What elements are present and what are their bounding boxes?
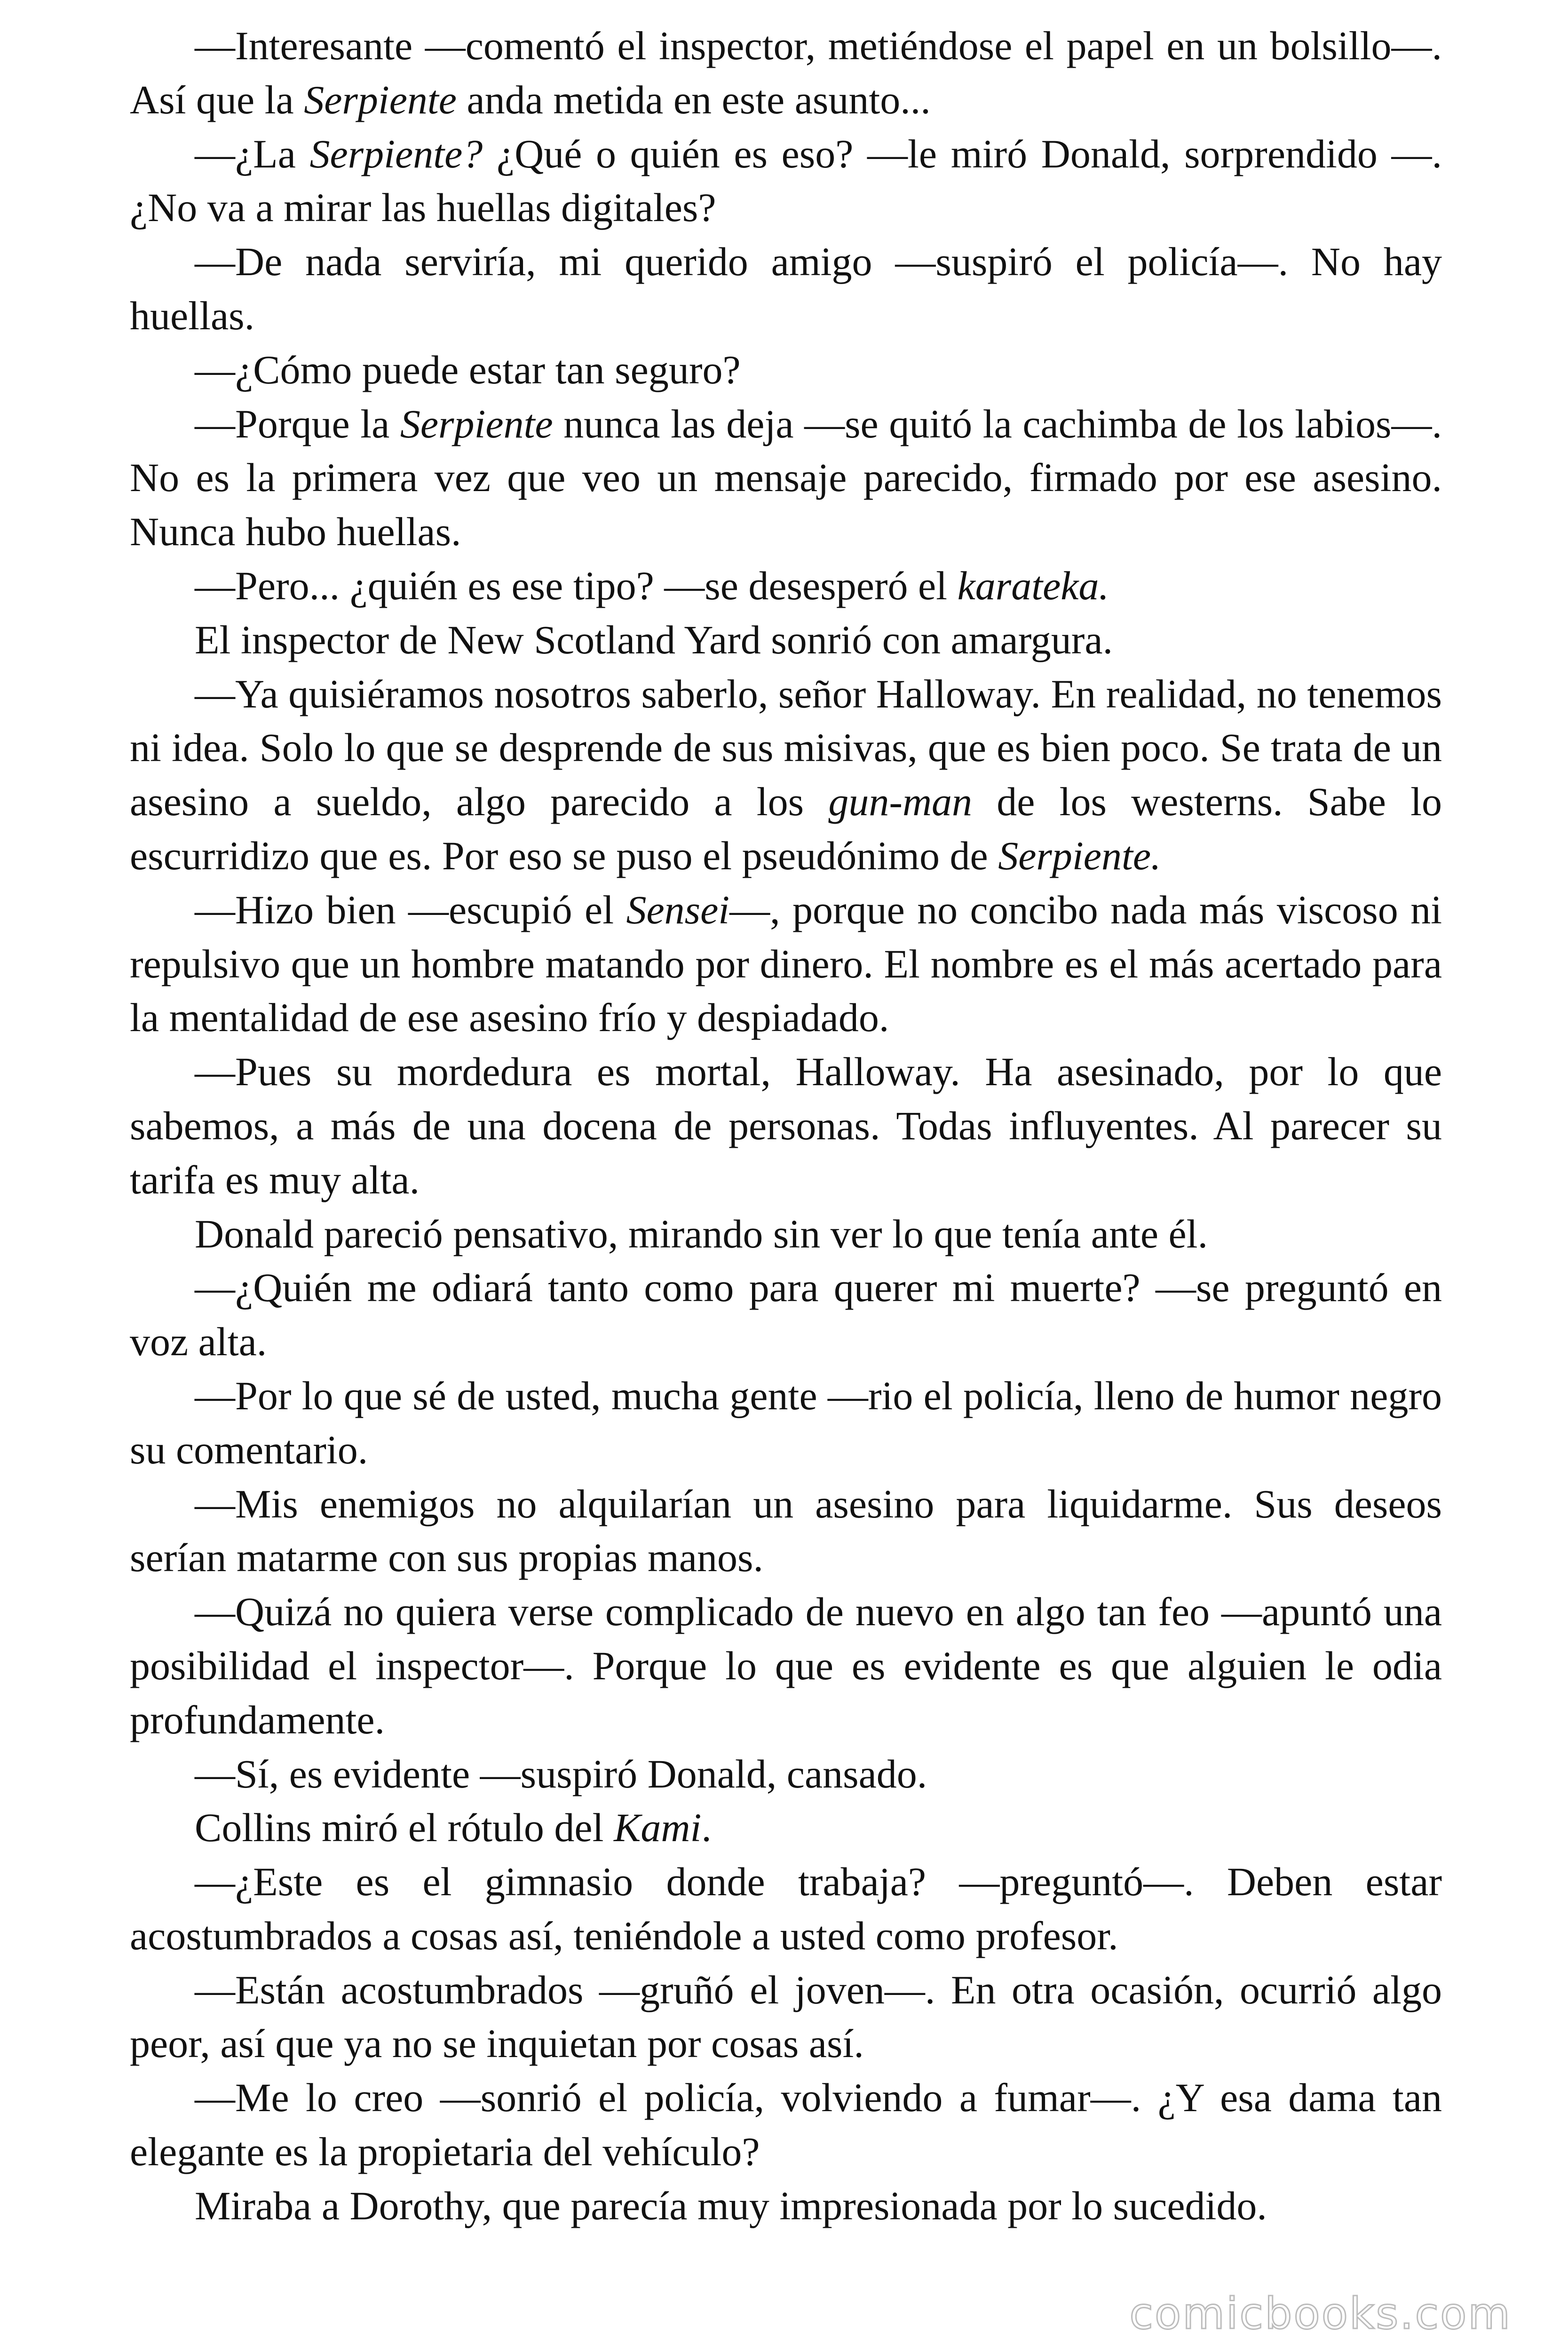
paragraph: Collins miró el rótulo del Kami.	[195, 1805, 712, 1851]
paragraph: El inspector de New Scotland Yard sonrió con amargura.	[195, 617, 1113, 662]
paragraph: Donald pareció pensativo, mirando sin ver lo que tenía ante él.	[195, 1211, 1208, 1256]
paragraph: —Porque la Serpiente nunca las deja —se quitó la cachimba de los labios—. No es la primera vez que veo un mensaje parecido, firmado por ese asesino. Nunca hubo huellas.	[130, 401, 1442, 555]
paragraph: —Sí, es evidente —suspiró Donald, cansado.	[195, 1751, 927, 1796]
paragraph: —Por lo que sé de usted, mucha gente —rio el policía, lleno de humor negro su comentario.	[130, 1373, 1442, 1472]
paragraph: —Ya quisiéramos nosotros saberlo, señor Halloway. En realidad, no tenemos ni idea. Solo lo que se desprende de sus misivas, que es bien poco. Se trata de un asesino a sueldo, algo parecido a los gun-man de los westerns. Sabe lo escurridizo que es. Por eso se puso el pseudónimo de Serpiente.	[130, 671, 1442, 878]
book-page	[130, 19, 1442, 2233]
paragraph: —¿Quién me odiará tanto como para querer mi muerte? —se preguntó en voz alta.	[130, 1265, 1442, 1365]
paragraph: —De nada serviría, mi querido amigo —suspiró el policía—. No hay huellas.	[130, 239, 1442, 338]
paragraph: —Quizá no quiera verse complicado de nuevo en algo tan feo —apuntó una posibilidad el inspector—. Porque lo que es evidente es que alguien le odia profundamente.	[130, 1589, 1442, 1742]
paragraph: —Están acostumbrados —gruñó el joven—. En otra ocasión, ocurrió algo peor, así que ya no se inquietan por cosas así.	[130, 1967, 1442, 2066]
paragraph: —Mis enemigos no alquilarían un asesino para liquidarme. Sus deseos serían matarme con sus propias manos.	[130, 1481, 1442, 1581]
paragraph: Miraba a Dorothy, que parecía muy impresionada por lo sucedido.	[195, 2183, 1267, 2228]
paragraph: —Hizo bien —escupió el Sensei—, porque no concibo nada más viscoso ni repulsivo que un hombre matando por dinero. El nombre es el más acertado para la mentalidad de ese asesino frío y despiadado.	[130, 887, 1442, 1041]
watermark: comicbooks.com	[1129, 2288, 1512, 2339]
paragraph: —Pero... ¿quién es ese tipo? —se desesperó el karateka.	[195, 563, 1109, 608]
paragraph: —Me lo creo —sonrió el policía, volviendo a fumar—. ¿Y esa dama tan elegante es la propietaria del vehículo?	[130, 2075, 1442, 2175]
paragraph: —Interesante —comentó el inspector, metiéndose el papel en un bolsillo—. Así que la Serpiente anda metida en este asunto...	[130, 23, 1442, 122]
paragraph: —¿Este es el gimnasio donde trabaja? —preguntó—. Deben estar acostumbrados a cosas así, teniéndole a usted como profesor.	[130, 1859, 1442, 1958]
paragraph: —Pues su mordedura es mortal, Halloway. Ha asesinado, por lo que sabemos, a más de una docena de personas. Todas influyentes. Al parecer su tarifa es muy alta.	[130, 1049, 1442, 1202]
paragraph: —¿La Serpiente? ¿Qué o quién es eso? —le miró Donald, sorprendido —. ¿No va a mirar las huellas digitales?	[130, 131, 1442, 230]
paragraph: —¿Cómo puede estar tan seguro?	[195, 347, 741, 392]
